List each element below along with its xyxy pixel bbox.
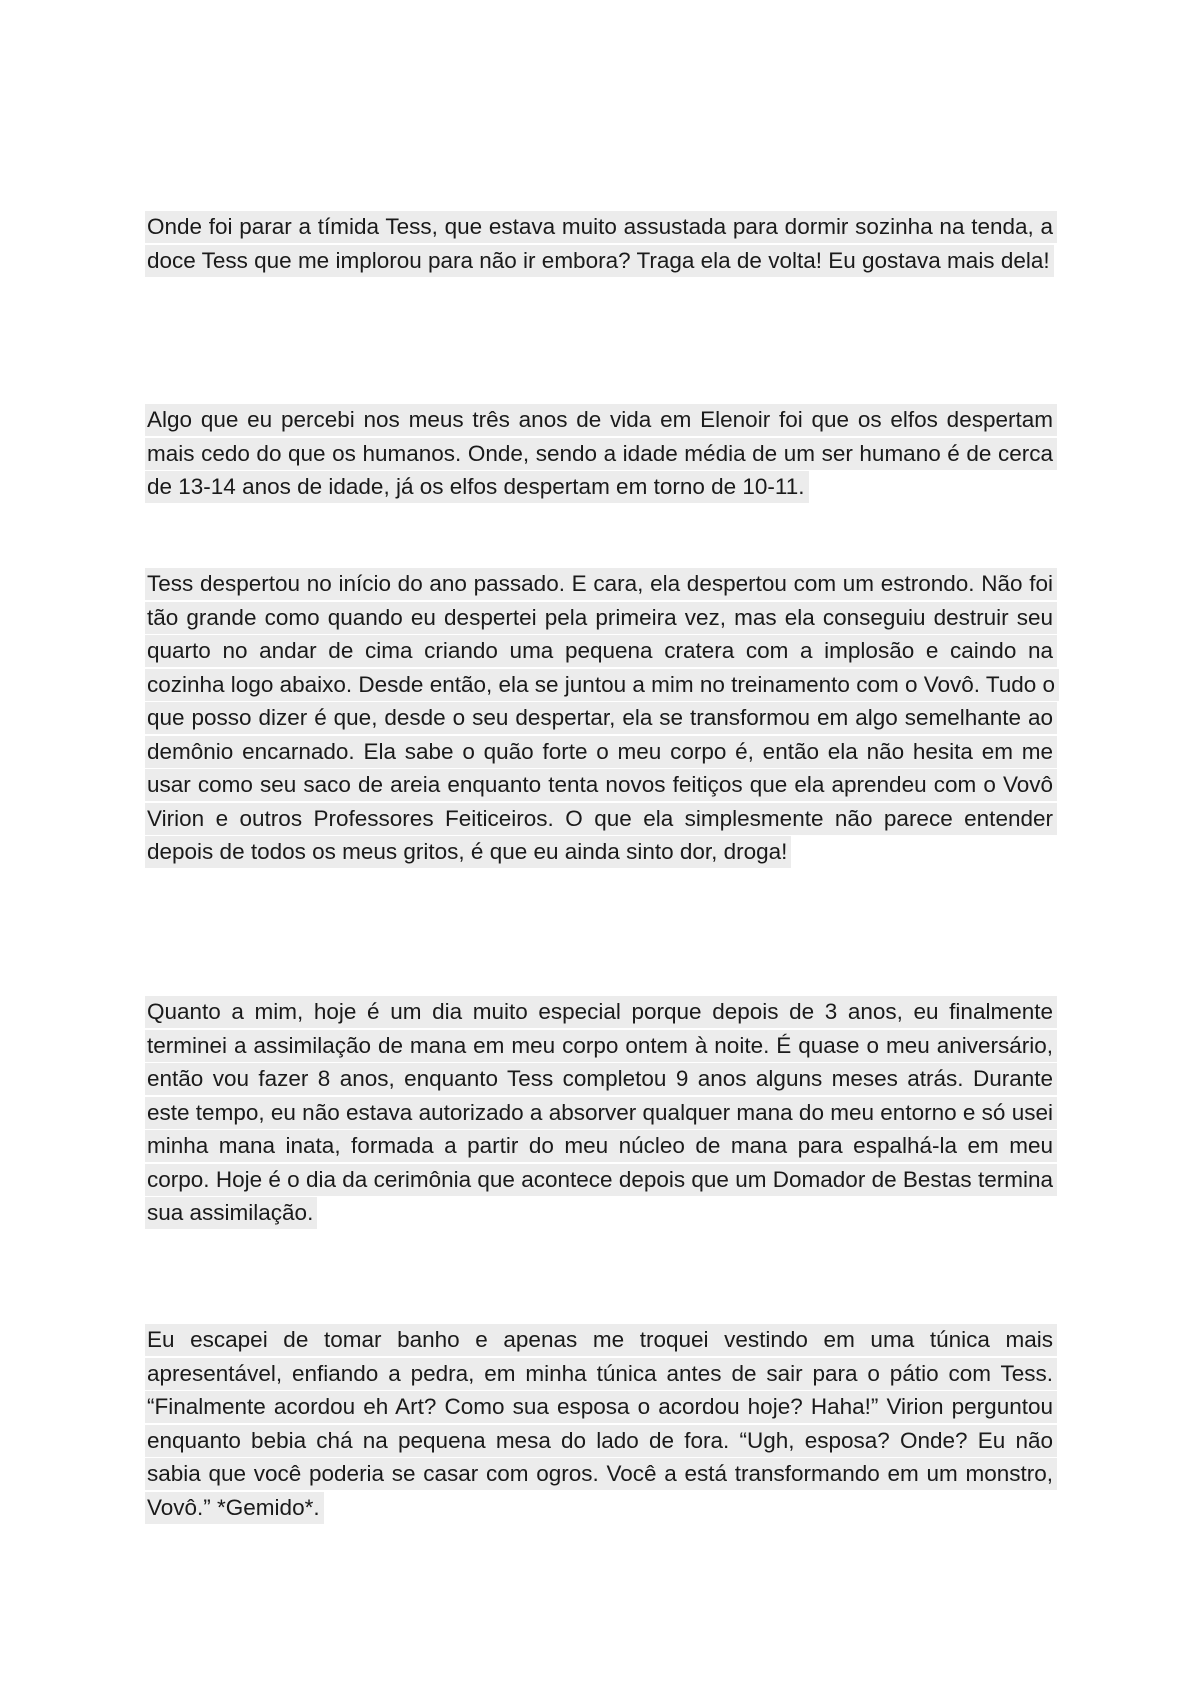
- paragraph-2-text: Algo que eu percebi nos meus três anos de vida em Elenoir foi que os elfos despertam mais cedo do que os humanos. Onde, sendo a idade média de um ser humano é de cerca de 13-14 anos de idade, já os elfos despertam em torno de 10-11.: [145, 404, 1057, 503]
- paragraph-3-text: Tess despertou no início do ano passado. E cara, ela despertou com um estrondo. Não foi tão grande como quando eu despertei pela primeira vez, mas ela conseguiu destruir seu quarto no andar de cima criando uma pequena cratera com a implosão e caindo na cozinha logo abaixo. Desde então, ela se juntou a mim no treinamento com o Vovô. Tudo o que posso dizer é que, desde o seu despertar, ela se transformou em algo semelhante ao demônio encarnado. Ela sabe o quão forte o meu corpo é, então ela não hesita em me usar como seu saco de areia enquanto tenta novos feitiços que ela aprendeu com o Vovô Virion e outros Professores Feiticeiros. O que ela simplesmente não parece entender depois de todos os meus gritos, é que eu ainda sinto dor, droga!: [145, 568, 1059, 868]
- paragraph-3: [145, 567, 1057, 869]
- paragraph-5-text: Eu escapei de tomar banho e apenas me troquei vestindo em uma túnica mais apresentável, enfiando a pedra, em minha túnica antes de sair para o pátio com Tess. “Finalmente acordou eh Art? Como sua esposa o acordou hoje? Haha!” Virion perguntou enquanto bebia chá na pequena mesa do lado de fora. “Ugh, esposa? Onde? Eu não sabia que você poderia se casar com ogros. Você a está transformando em um monstro, Vovô.” *Gemido*.: [145, 1324, 1057, 1524]
- paragraph-1: [145, 210, 1057, 277]
- paragraph-1-text: Onde foi parar a tímida Tess, que estava muito assustada para dormir sozinha na tenda, a doce Tess que me implorou para não ir embora? Traga ela de volta! Eu gostava mais dela!: [145, 211, 1057, 277]
- paragraph-4: [145, 995, 1057, 1230]
- paragraph-4-text: Quanto a mim, hoje é um dia muito especial porque depois de 3 anos, eu finalmente terminei a assimilação de mana em meu corpo ontem à noite. É quase o meu aniversário, então vou fazer 8 anos, enquanto Tess completou 9 anos alguns meses atrás. Durante este tempo, eu não estava autorizado a absorver qualquer mana do meu entorno e só usei minha mana inata, formada a partir do meu núcleo de mana para espalhá-la em meu corpo. Hoje é o dia da cerimônia que acontece depois que um Domador de Bestas termina sua assimilação.: [145, 996, 1057, 1229]
- paragraph-5: [145, 1323, 1057, 1524]
- paragraph-2: [145, 403, 1057, 504]
